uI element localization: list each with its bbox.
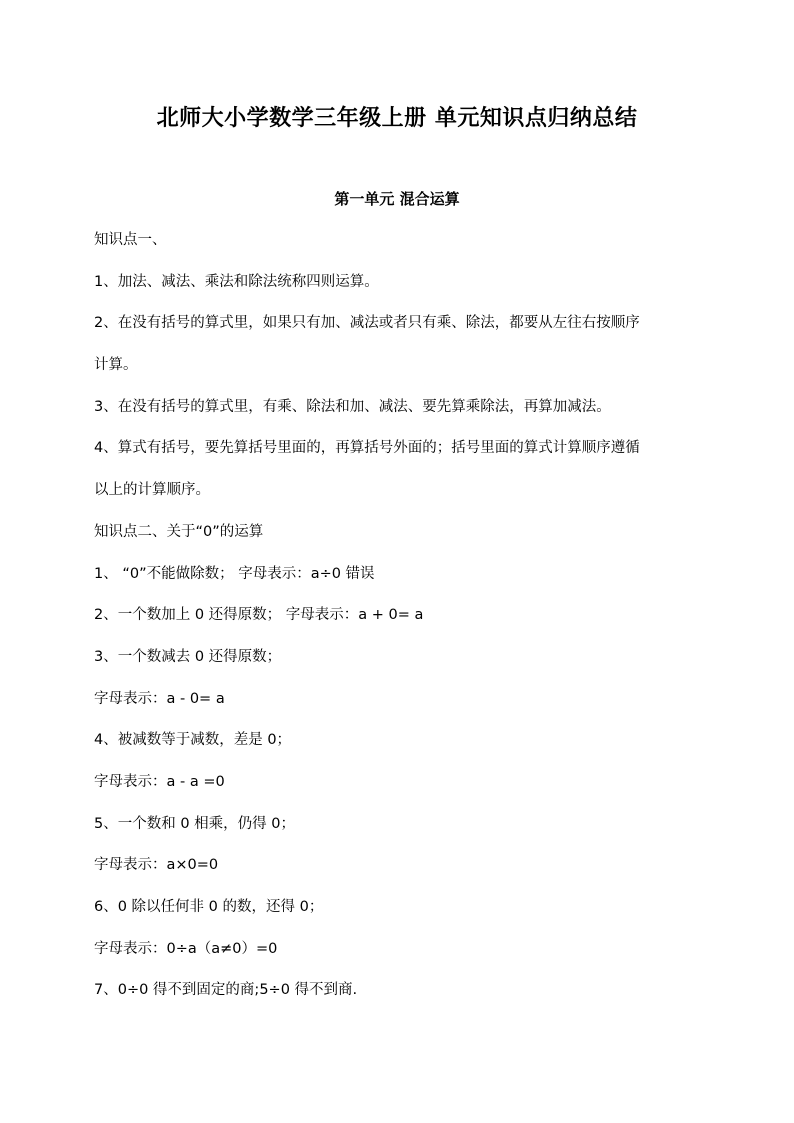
text-line: 1、加法、减法、乘法和除法统称四则运算。 xyxy=(94,273,379,290)
text-line: 5、一个数和 0 相乘，仍得 0； xyxy=(94,815,296,832)
text-line: 1、 “0”不能做除数； 字母表示：a÷0 错误 xyxy=(94,565,375,582)
text-line: 字母表示：a - 0= a xyxy=(94,690,225,707)
text-line: 7、0÷0 得不到固定的商;5÷0 得不到商. xyxy=(94,982,358,999)
text-line: 3、一个数减去 0 还得原数； xyxy=(94,648,282,665)
text-line: 知识点二、关于“0”的运算 xyxy=(94,523,264,540)
text-line: 2、一个数加上 0 还得原数； 字母表示：a + 0= a xyxy=(94,607,424,624)
text-line: 知识点一、 xyxy=(94,232,167,248)
text-line: 4、被减数等于减数，差是 0； xyxy=(94,732,292,749)
text-line: 4、算式有括号，要先算括号里面的，再算括号外面的；括号里面的算式计算顺序遵循 xyxy=(94,440,640,457)
text-line: 3、在没有括号的算式里，有乘、除法和加、减法、要先算乘除法，再算加减法。 xyxy=(94,398,611,415)
text-line: 6、0 除以任何非 0 的数，还得 0； xyxy=(94,899,324,915)
section-title: 第一单元 混合运算 xyxy=(334,190,460,208)
document-title: 北师大小学数学三年级上册 单元知识点归纳总结 xyxy=(156,106,638,131)
text-line: 2、在没有括号的算式里，如果只有加、减法或者只有乘、除法，都要从左往右按顺序 xyxy=(94,315,640,332)
text-line: 字母表示：0÷a（a≠0）=0 xyxy=(94,940,278,957)
text-line: 计算。 xyxy=(94,357,138,374)
text-line: 以上的计算顺序。 xyxy=(94,482,210,499)
content-lines xyxy=(94,230,704,1022)
text-line: 字母表示：a - a =0 xyxy=(94,773,225,790)
text-line: 字母表示：a×0=0 xyxy=(94,857,219,874)
